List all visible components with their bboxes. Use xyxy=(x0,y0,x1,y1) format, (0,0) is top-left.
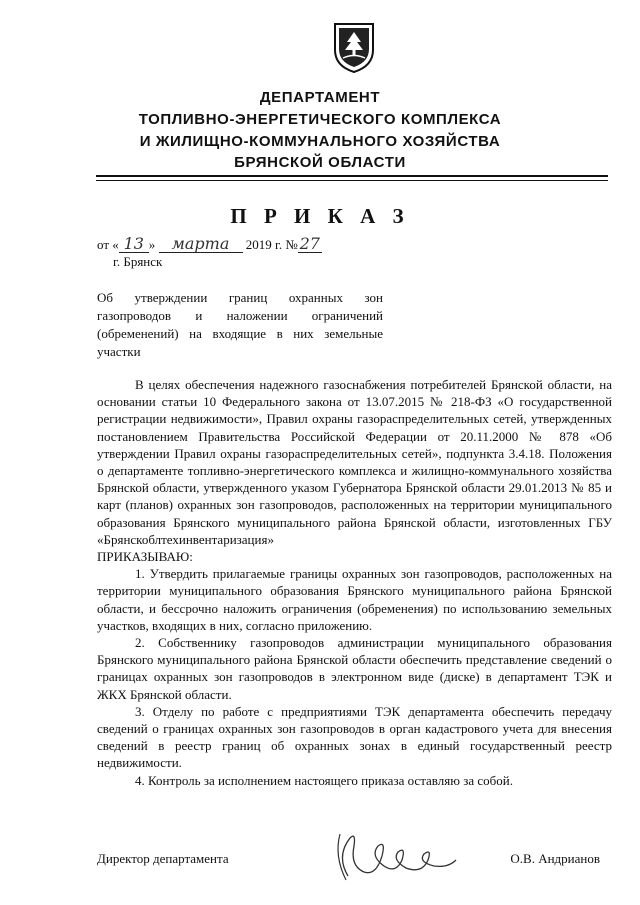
order-item-2: 2. Собственнику газопроводов администрации муниципального образования Брянского муниципального района Брянской области обеспечить представление сведений о границах охранных зон газопроводов в электронном виде (диске) в департамент ТЭК и ЖКХ Брянской области. xyxy=(97,635,612,702)
date-year: 2019 г. xyxy=(245,237,283,252)
date-prefix: от « xyxy=(97,237,119,252)
department-title-line1: ДЕПАРТАМЕНТ xyxy=(259,89,381,106)
document-type-title: П Р И К А З xyxy=(230,204,410,228)
signer-name: О.В. Андрианов xyxy=(510,851,600,866)
order-body xyxy=(97,376,612,789)
order-item-4: 4. Контроль за исполнением настоящего приказа оставляю за собой. xyxy=(135,772,513,788)
order-item-1: 1. Утвердить прилагаемые границы охранных зон газопроводов, расположенных на территории муниципального образования Брянского муниципального района Брянской области, и бессрочно наложить ограничения (обременения) по использованию земельных участков, входящих в них, согласно приложению. xyxy=(97,566,612,633)
preamble-paragraph: В целях обеспечения надежного газоснабжения потребителей Брянской области, на основании статьи 10 Федерального закона от 13.07.2015 № 218-ФЗ «О государственной регистрации недвижимости», Правил охраны газораспределительных сетей, утвержденных постановлением Правительства Российской Федерации от 20.11.2000 № 878 «Об утверждении Правил охраны газораспределительных сетей», подпункта 3.4.18. Положения о департаменте топливно-энергетического комплекса и жилищно-коммунального хозяйства Брянской области, утвержденного указом Губернатора Брянской области 29.01.2013 № 85 и карт (планов) охранных зон газопроводов, расположенных на территории муниципального образования Брянского муниципального района Брянской области, изготовленных ГБУ «Брянскоблтехинвентаризация» xyxy=(97,377,612,547)
order-item-3: 3. Отделу по работе с предприятиями ТЭК департамента обеспечить передачу сведений о границах охранных зон газопроводов в орган кадастрового учета для внесения сведений в реестр границ об охранных зонах в единый государственный реестр недвижимости. xyxy=(97,703,612,771)
city-line: г. Брянск xyxy=(113,254,163,269)
department-title-line2: ТОПЛИВНО-ЭНЕРГЕТИЧЕСКОГО КОМПЛЕКСА xyxy=(138,111,502,128)
document-number: 27 xyxy=(299,234,320,253)
coat-of-arms-icon xyxy=(331,20,377,74)
department-title-line4: БРЯНСКОЙ ОБЛАСТИ xyxy=(234,154,406,171)
header-divider-thin xyxy=(96,180,608,181)
date-month: марта xyxy=(159,236,243,253)
signer-position: Директор департамента xyxy=(97,851,229,866)
date-line xyxy=(97,236,322,253)
department-title-line3: И ЖИЛИЩНО-КОММУНАЛЬНОГО ХОЗЯЙСТВА xyxy=(139,133,501,150)
date-day: 13 xyxy=(119,236,149,253)
order-word: ПРИКАЗЫВАЮ: xyxy=(97,549,193,565)
date-mid: » xyxy=(148,237,156,252)
number-prefix: № xyxy=(285,237,298,252)
order-subject: Об утверждении границ охранных зон газопроводов и наложении ограничений (обременений) на входящие в них земельные участки xyxy=(97,290,383,359)
handwritten-signature xyxy=(330,826,470,886)
header-divider-thick xyxy=(96,175,608,177)
